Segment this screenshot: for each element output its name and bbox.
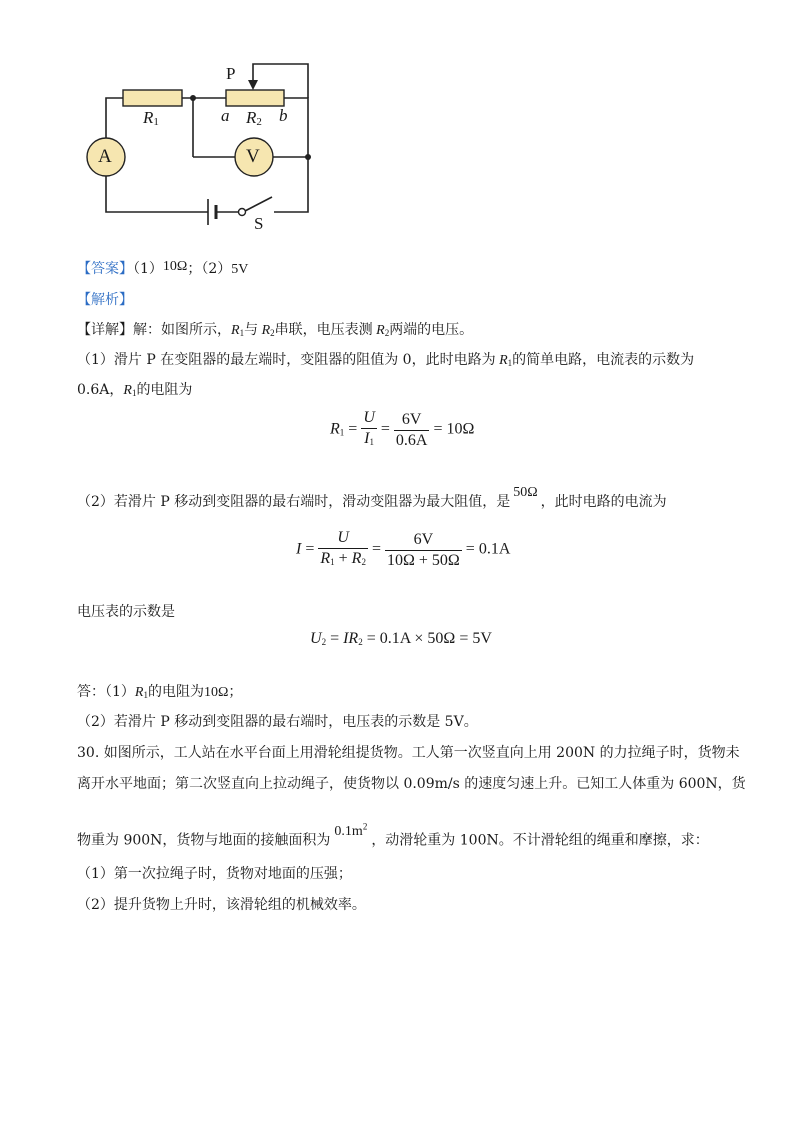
max-resistance-value: 50Ω	[513, 485, 538, 500]
label-b: b	[279, 106, 288, 125]
resistor-r2	[226, 90, 284, 106]
paragraph-1b: 0.6A，$R_1$的电阻为	[77, 382, 193, 398]
detail-line: 【详解】解：如图所示，$R_1$与 $R_2$串联，电压表测 $R_2$两端的电压。	[77, 322, 474, 338]
label-p: P	[226, 64, 236, 83]
label-voltmeter: V	[246, 146, 260, 167]
q30-sub-2: （2）提升货物上升时，该滑轮组的机械效率。	[77, 897, 366, 913]
q30-sub-1: （1）第一次拉绳子时，货物对地面的压强；	[77, 866, 352, 882]
formula-2: I = $\frac{U}{R_1 + R_2}$ = $\frac{6V}{10\Omega + 50\Omega}$ = 0.1A	[296, 529, 511, 569]
conclusion-2: （2）若滑片 P 移动到变阻器的最右端时，电压表的示数是 5V。	[77, 714, 478, 730]
circuit-diagram	[0, 0, 340, 240]
answer-line: 【答案】（1）10Ω；（2）5V	[77, 259, 249, 277]
label-r1: $R_1$	[143, 108, 159, 128]
paragraph-3: 电压表的示数是	[77, 604, 175, 620]
circuit-wires	[0, 0, 340, 240]
answer-value-2: 5V	[231, 262, 249, 277]
formula-3: $U_2 = IR_2 = 0.1A \times 50\Omega = 5V$	[310, 630, 492, 647]
answer-tag: 【答案】	[77, 261, 133, 277]
q30-line-3: 物重为 900N，货物与地面的接触面积为$0.1m^2$，动滑轮重为 100N。不计滑轮组的绳重和摩擦，求：	[77, 821, 709, 849]
answer-value-1: 10Ω	[162, 259, 188, 274]
label-switch: S	[254, 214, 264, 233]
paragraph-2: （2）若滑片 P 移动到变阻器的最右端时，滑动变阻器为最大阻值，是50Ω，此时电路的电流为	[77, 485, 667, 510]
contact-area-value: $0.1m^2$	[334, 821, 368, 839]
conclusion-1: 答：$(1)R_1$的电阻为10Ω；	[77, 684, 243, 700]
q30-line-1: 30. 如图所示，工人站在水平台面上用滑轮组提货物。工人第一次竖直向上用 200N 的力拉绳子时，货物未	[77, 745, 740, 761]
label-a: a	[221, 106, 230, 125]
paragraph-1a: （1）滑片 P 在变阻器的最左端时，变阻器的阻值为 0，此时电路为 $R_1$的简单电路，电流表的示数为	[77, 352, 695, 368]
formula-1: $R_1$ = $\frac{U}{I_1}$ = $\frac{6V}{0.6A}$ = 10Ω	[330, 409, 475, 449]
analysis-tag: 【解析】	[77, 292, 133, 308]
label-ammeter: A	[98, 146, 112, 167]
resistor-r1	[123, 90, 182, 106]
q30-line-2: 离开水平地面；第二次竖直向上拉动绳子，使货物以 0.09m/s 的速度匀速上升。已知工人体重为 600N，货	[77, 776, 746, 792]
label-r2: $R_2$	[246, 108, 262, 128]
